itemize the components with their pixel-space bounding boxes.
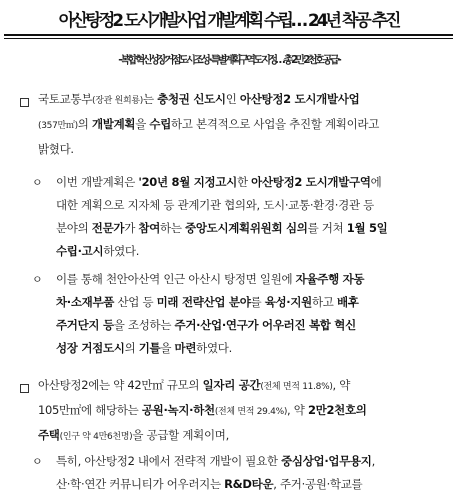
- paragraph-3-line-1: 이를 통해 천안아산역 인근 아산시 탕정면 일원에 자율주행 자동: [56, 272, 365, 286]
- title-rule-thin: [4, 38, 453, 39]
- square-bullet-icon: [20, 98, 29, 107]
- paragraph-2-line-3: 분야의 전문가가 참여하는 중앙도시계획위원회 심의를 거쳐 1월 5일: [56, 221, 388, 235]
- document-subtitle: - 복합 혁신성장 거점도시 조성 · 특별계획구역도 지정… 총 2만 2천호 공급 -: [118, 54, 339, 66]
- paragraph-4-line-2: 105만㎡에 해당하는 공원·녹지·하천(전체 면적 29.4%), 약 2만2천호의: [38, 403, 367, 417]
- paragraph-2-line-2: 대한 계획으로 지자체 등 관계기관 협의와, 도시·교통·환경·경관 등: [56, 198, 374, 212]
- circle-bullet-icon: ㅇ: [32, 176, 43, 189]
- document-title: 아산탕정2 도시개발사업 개발계획 수립… 24년 착공 추진: [58, 11, 399, 31]
- circle-bullet-icon: ㅇ: [32, 273, 43, 286]
- circle-bullet-icon: ㅇ: [32, 455, 43, 468]
- paragraph-4-line-3: 주택(인구 약 4만6천명)을 공급할 계획이며,: [38, 428, 229, 442]
- paragraph-5-line-1: 특히, 아산탕정2 내에서 전략적 개발이 필요한 중심상업·업무용지,: [56, 454, 375, 468]
- paragraph-3-line-2: 차·소재부품 산업 등 미래 전략산업 분야를 육성·지원하고 배후: [56, 295, 359, 309]
- square-bullet-icon: [20, 384, 29, 393]
- paragraph-5: [56, 450, 441, 496]
- paragraph-1: [38, 88, 438, 161]
- paragraph-1-line-3: 밝혔다.: [38, 142, 74, 156]
- paragraph-4-line-1: 아산탕정2에는 약 42만㎡ 규모의 일자리 공간(전체 면적 11.8%), 약: [38, 378, 351, 392]
- paragraph-5-line-2: 산·학·연간 커뮤니티가 어우러지는 R&D타운, 주거·공원·학교를: [56, 477, 363, 491]
- paragraph-2-line-4: 수립·고시하였다.: [56, 244, 140, 258]
- paragraph-3-line-4: 성장 거점도시의 기틀을 마련하였다.: [56, 341, 232, 355]
- paragraph-4: [38, 374, 438, 449]
- paragraph-3-line-3: 주거단지 등을 조성하는 주거·산업·연구가 어우러진 복합 혁신: [56, 318, 356, 332]
- paragraph-1-line-2: (357만㎡)의 개발계획을 수립하고 본격적으로 사업을 추진할 계획이라고: [38, 117, 379, 131]
- paragraph-3: [56, 268, 441, 360]
- paragraph-2: [56, 171, 441, 263]
- paragraph-1-line-1: 국토교통부(장관 원희룡)는 충청권 신도시인 아산탕정2 도시개발사업: [38, 92, 360, 106]
- paragraph-2-line-1: 이번 개발계획은 '20년 8월 지정고시한 아산탕정2 도시개발구역에: [56, 175, 382, 189]
- title-rule-thick: [4, 34, 453, 36]
